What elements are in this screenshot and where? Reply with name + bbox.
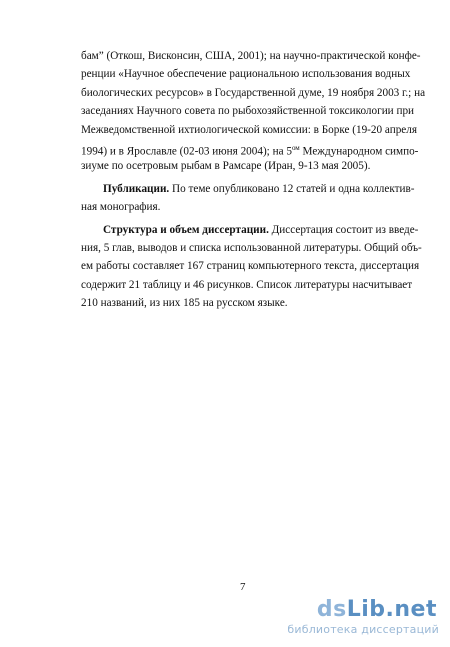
page-number: 7 xyxy=(240,581,246,593)
text-line: содержит 21 таблицу и 46 рисунков. Список литературы насчитывает xyxy=(81,278,413,291)
text-fragment: Международном симпо- xyxy=(299,145,419,158)
text-line: биологических ресурсов» в Государственной думе, 19 ноября 2003 г.; на xyxy=(81,86,426,99)
text-line: ная монография. xyxy=(81,201,161,214)
dslib-tagline: библиотека диссертаций xyxy=(287,623,439,636)
text-line: заседаниях Научного совета по рыбохозяйственной токсикологии при xyxy=(81,105,415,118)
logo-part: Lib.net xyxy=(346,597,437,622)
structure-paragraph xyxy=(81,221,419,239)
text-line: Межведомственной ихтиологической комиссии: в Борке (19-20 апреля xyxy=(81,123,417,136)
text-line: ренции «Научное обеспечение рациональною использования водных xyxy=(81,68,411,81)
text-line: ния, 5 глав, выводов и списка использованной литературы. Общий объ- xyxy=(81,241,422,254)
body-text xyxy=(81,47,426,312)
dslib-logo xyxy=(317,597,437,622)
text-line: зиуме по осетровым рыбам в Рамсаре (Иран, 9-13 мая 2005). xyxy=(81,160,371,173)
text-line: ем работы составляет 167 страниц компьютерного текста, диссертация xyxy=(81,260,420,273)
publications-text: По теме опубликовано 12 статей и одна коллектив- xyxy=(169,182,415,195)
superscript: ом xyxy=(291,143,300,152)
structure-heading: Структура и объем диссертации. xyxy=(103,223,269,236)
text-fragment: 1994) и в Ярославле (02-03 июня 2004); на 5 xyxy=(81,145,292,158)
structure-text: Диссертация состоит из введе- xyxy=(268,223,419,236)
logo-part: ds xyxy=(316,597,347,622)
publications-paragraph xyxy=(81,180,415,198)
publications-heading: Публикации. xyxy=(103,182,170,195)
text-line-with-superscript xyxy=(81,139,419,158)
dslib-watermark xyxy=(267,597,445,641)
text-line: бам” (Откош, Висконсин, США, 2001); на научно-практической конфе- xyxy=(81,50,421,62)
text-line: 210 названий, из них 185 на русском языке. xyxy=(81,297,288,310)
